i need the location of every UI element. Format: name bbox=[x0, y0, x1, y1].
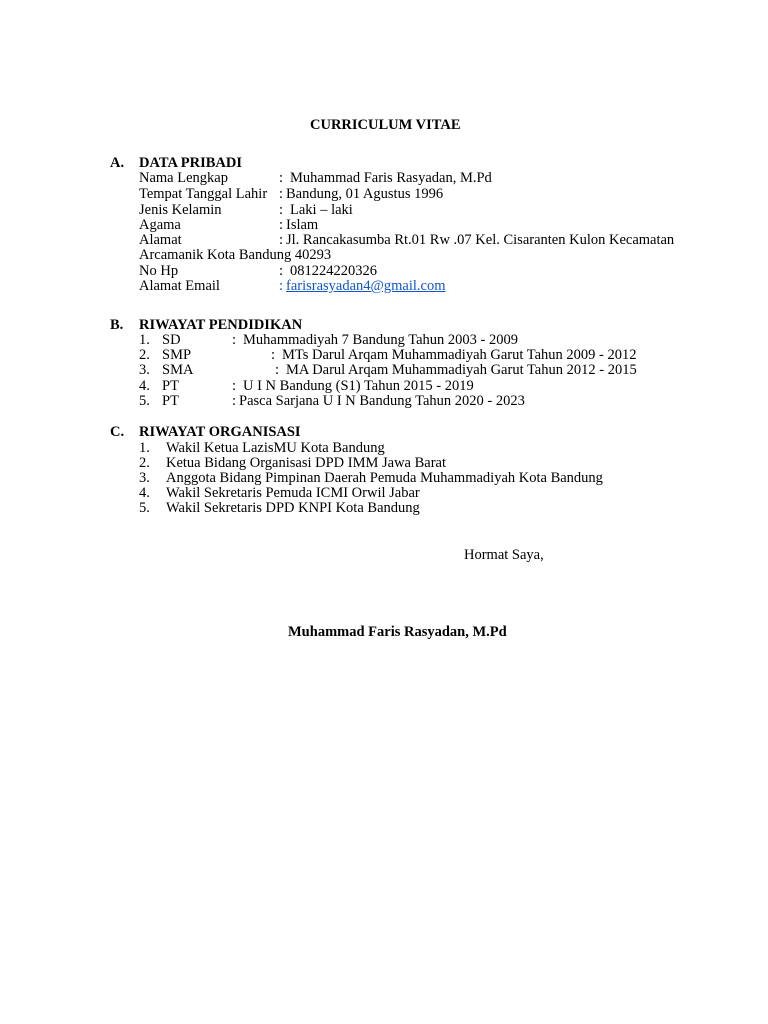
label-alamat-email: Alamat Email bbox=[139, 278, 220, 294]
document-title: CURRICULUM VITAE bbox=[310, 117, 461, 133]
org-item-5-number: 5. bbox=[139, 500, 150, 516]
org-item-2-value: Ketua Bidang Organisasi DPD IMM Jawa Barat bbox=[166, 455, 447, 471]
org-item-4-value: Wakil Sekretaris Pemuda ICMI Orwil Jabar bbox=[166, 485, 420, 501]
edu-item-2-level: SMP bbox=[162, 347, 192, 363]
section-b-heading: RIWAYAT PENDIDIKAN bbox=[139, 317, 303, 333]
edu-item-4-number: 4. bbox=[139, 378, 150, 394]
edu-item-2-number: 2. bbox=[139, 347, 150, 363]
value-alamat: Jl. Rancakasumba Rt.01 Rw .07 Kel. Cisaranten Kulon Kecamatan bbox=[286, 232, 675, 248]
label-jenis-kelamin: Jenis Kelamin bbox=[139, 202, 222, 218]
sep-alamat: : bbox=[279, 232, 284, 248]
edu-item-4-value: U I N Bandung (S1) Tahun 2015 - 2019 bbox=[243, 378, 474, 394]
edu-item-2-sep: : bbox=[271, 347, 276, 363]
edu-item-1-value: Muhammadiyah 7 Bandung Tahun 2003 - 2009 bbox=[243, 332, 518, 348]
org-item-5-value: Wakil Sekretaris DPD KNPI Kota Bandung bbox=[166, 500, 420, 516]
label-agama: Agama bbox=[139, 217, 181, 233]
edu-item-1-level: SD bbox=[162, 332, 181, 348]
label-no-hp: No Hp bbox=[139, 263, 179, 279]
edu-item-5-value: Pasca Sarjana U I N Bandung Tahun 2020 - 2023 bbox=[239, 393, 525, 409]
sep-nama-lengkap: : bbox=[279, 170, 284, 186]
value-nama-lengkap: Muhammad Faris Rasyadan, M.Pd bbox=[290, 170, 492, 186]
sep-alamat-email: : bbox=[279, 278, 284, 294]
org-item-4-number: 4. bbox=[139, 485, 150, 501]
sep-jenis-kelamin: : bbox=[279, 202, 284, 218]
section-c-letter: C. bbox=[110, 424, 125, 440]
edu-item-3-sep: : bbox=[275, 362, 280, 378]
value-no-hp: 081224220326 bbox=[290, 263, 377, 279]
edu-item-1-sep: : bbox=[232, 332, 237, 348]
label-alamat: Alamat bbox=[139, 232, 182, 248]
edu-item-2-value: MTs Darul Arqam Muhammadiyah Garut Tahun 2009 - 2012 bbox=[282, 347, 637, 363]
label-tempat-tanggal-lahir: Tempat Tanggal Lahir bbox=[139, 186, 268, 202]
value-alamat-continued: Arcamanik Kota Bandung 40293 bbox=[139, 247, 332, 263]
section-a-heading: DATA PRIBADI bbox=[139, 155, 242, 171]
edu-item-3-value: MA Darul Arqam Muhammadiyah Garut Tahun 2012 - 2015 bbox=[286, 362, 637, 378]
org-item-2-number: 2. bbox=[139, 455, 150, 471]
org-item-1-number: 1. bbox=[139, 440, 150, 456]
org-item-3-value: Anggota Bidang Pimpinan Daerah Pemuda Muhammadiyah Kota Bandung bbox=[166, 470, 603, 486]
edu-item-5-sep: : bbox=[232, 393, 237, 409]
edu-item-3-number: 3. bbox=[139, 362, 150, 378]
value-agama: Islam bbox=[286, 217, 319, 233]
sep-tempat-tanggal-lahir: : bbox=[279, 186, 284, 202]
value-jenis-kelamin: Laki – laki bbox=[290, 202, 353, 218]
edu-item-4-level: PT bbox=[162, 378, 179, 394]
section-a-letter: A. bbox=[110, 155, 125, 171]
label-nama-lengkap: Nama Lengkap bbox=[139, 170, 228, 186]
value-tempat-tanggal-lahir: Bandung, 01 Agustus 1996 bbox=[286, 186, 444, 202]
org-item-1-value: Wakil Ketua LazisMU Kota Bandung bbox=[166, 440, 385, 456]
section-c-heading: RIWAYAT ORGANISASI bbox=[139, 424, 301, 440]
closing-greeting: Hormat Saya, bbox=[464, 547, 544, 563]
signature-name: Muhammad Faris Rasyadan, M.Pd bbox=[288, 624, 507, 640]
org-item-3-number: 3. bbox=[139, 470, 150, 486]
sep-no-hp: : bbox=[279, 263, 284, 279]
sep-agama: : bbox=[279, 217, 284, 233]
edu-item-5-level: PT bbox=[162, 393, 179, 409]
section-b-letter: B. bbox=[110, 317, 124, 333]
edu-item-1-number: 1. bbox=[139, 332, 150, 348]
edu-item-4-sep: : bbox=[232, 378, 237, 394]
edu-item-5-number: 5. bbox=[139, 393, 150, 409]
edu-item-3-level: SMA bbox=[162, 362, 194, 378]
email-link[interactable]: farisrasyadan4@gmail.com bbox=[286, 278, 446, 294]
